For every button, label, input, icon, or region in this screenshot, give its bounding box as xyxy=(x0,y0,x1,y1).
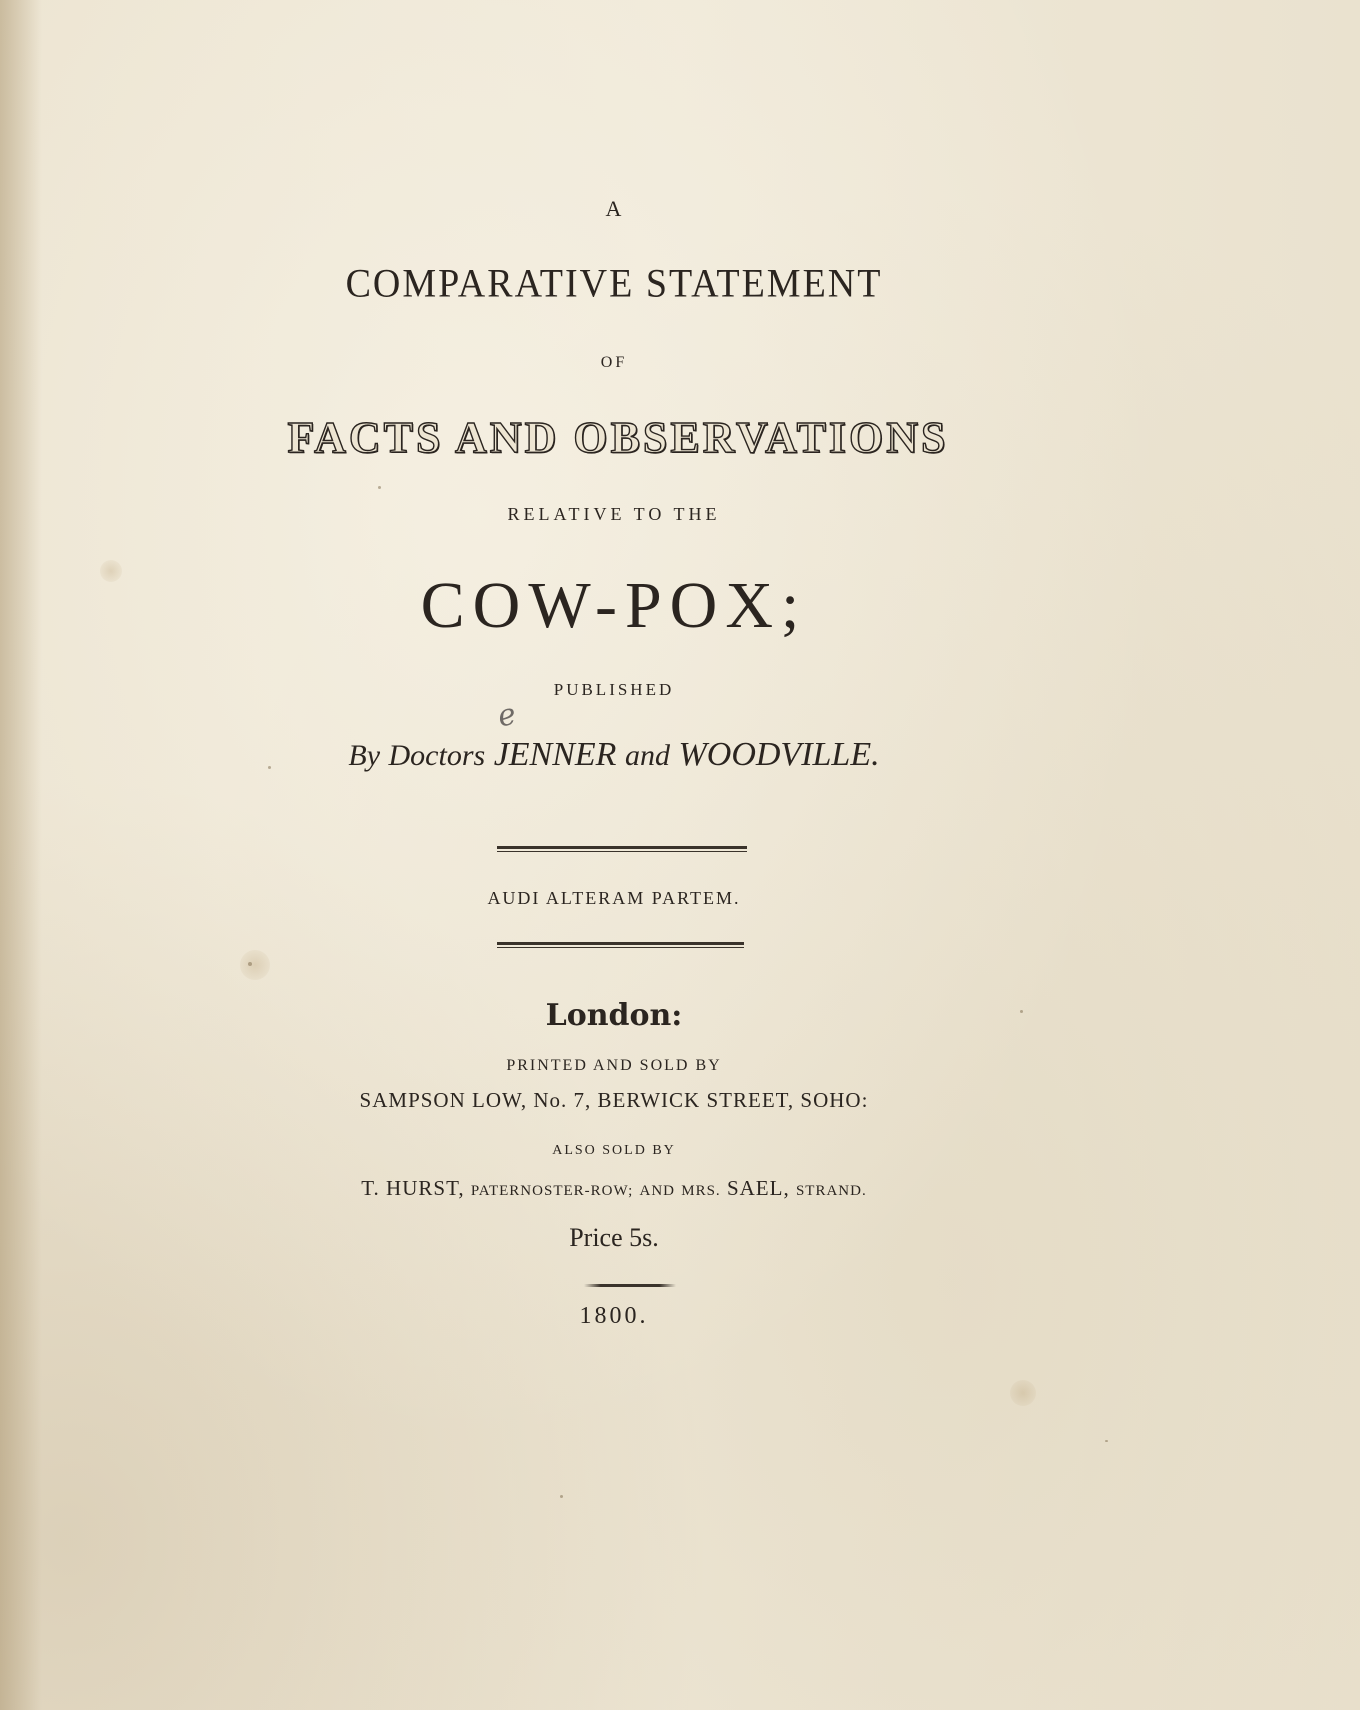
authors-line xyxy=(0,736,1228,774)
paper-speck xyxy=(1105,1440,1108,1442)
publication-year: 1800. xyxy=(579,1303,649,1329)
title-line-2: FACTS AND OBSERVATIONS xyxy=(287,413,949,462)
authors-and: and xyxy=(624,739,670,772)
seller-sael: SAEL, xyxy=(726,1176,790,1200)
short-rule xyxy=(584,1284,676,1287)
author-jenner: JENNER xyxy=(493,736,617,773)
paper-speck xyxy=(248,962,252,966)
published-label: PUBLISHED xyxy=(553,680,675,699)
printed-by-label: PRINTED AND SOLD BY xyxy=(506,1057,722,1074)
seller-and: AND xyxy=(639,1183,675,1199)
double-rule-bottom xyxy=(497,942,744,948)
price: Price 5s. xyxy=(569,1223,659,1252)
motto: AUDI ALTERAM PARTEM. xyxy=(487,888,741,908)
title-article: A xyxy=(605,196,623,221)
authors-by: By xyxy=(348,739,381,772)
double-rule-top xyxy=(497,846,747,852)
seller-line xyxy=(0,1176,1228,1201)
handwritten-annotation: e xyxy=(494,696,520,735)
title-relative: RELATIVE TO THE xyxy=(507,504,721,524)
author-woodville: WOODVILLE. xyxy=(678,736,880,773)
title-line-1: COMPARATIVE STATEMENT xyxy=(345,261,883,307)
page-edge-shadow xyxy=(0,0,42,1710)
seller-hurst: T. HURST, xyxy=(361,1176,465,1200)
paper-speck xyxy=(378,486,381,489)
imprint-place: London: xyxy=(545,998,683,1033)
also-sold-label: ALSO SOLD BY xyxy=(552,1143,676,1158)
seller-paternoster: PATERNOSTER-ROW; xyxy=(470,1183,634,1199)
authors-doctors: Doctors xyxy=(388,739,486,772)
title-of: OF xyxy=(600,354,628,371)
seller-mrs: MRS. xyxy=(681,1183,721,1199)
title-subject: COW-POX; xyxy=(420,569,808,642)
printer-line: SAMPSON LOW, No. 7, BERWICK STREET, SOHO: xyxy=(359,1088,869,1112)
foxing-spot xyxy=(1010,1380,1036,1406)
seller-strand: STRAND. xyxy=(795,1183,867,1199)
foxing-spot xyxy=(240,950,270,980)
paper-speck xyxy=(560,1495,563,1498)
